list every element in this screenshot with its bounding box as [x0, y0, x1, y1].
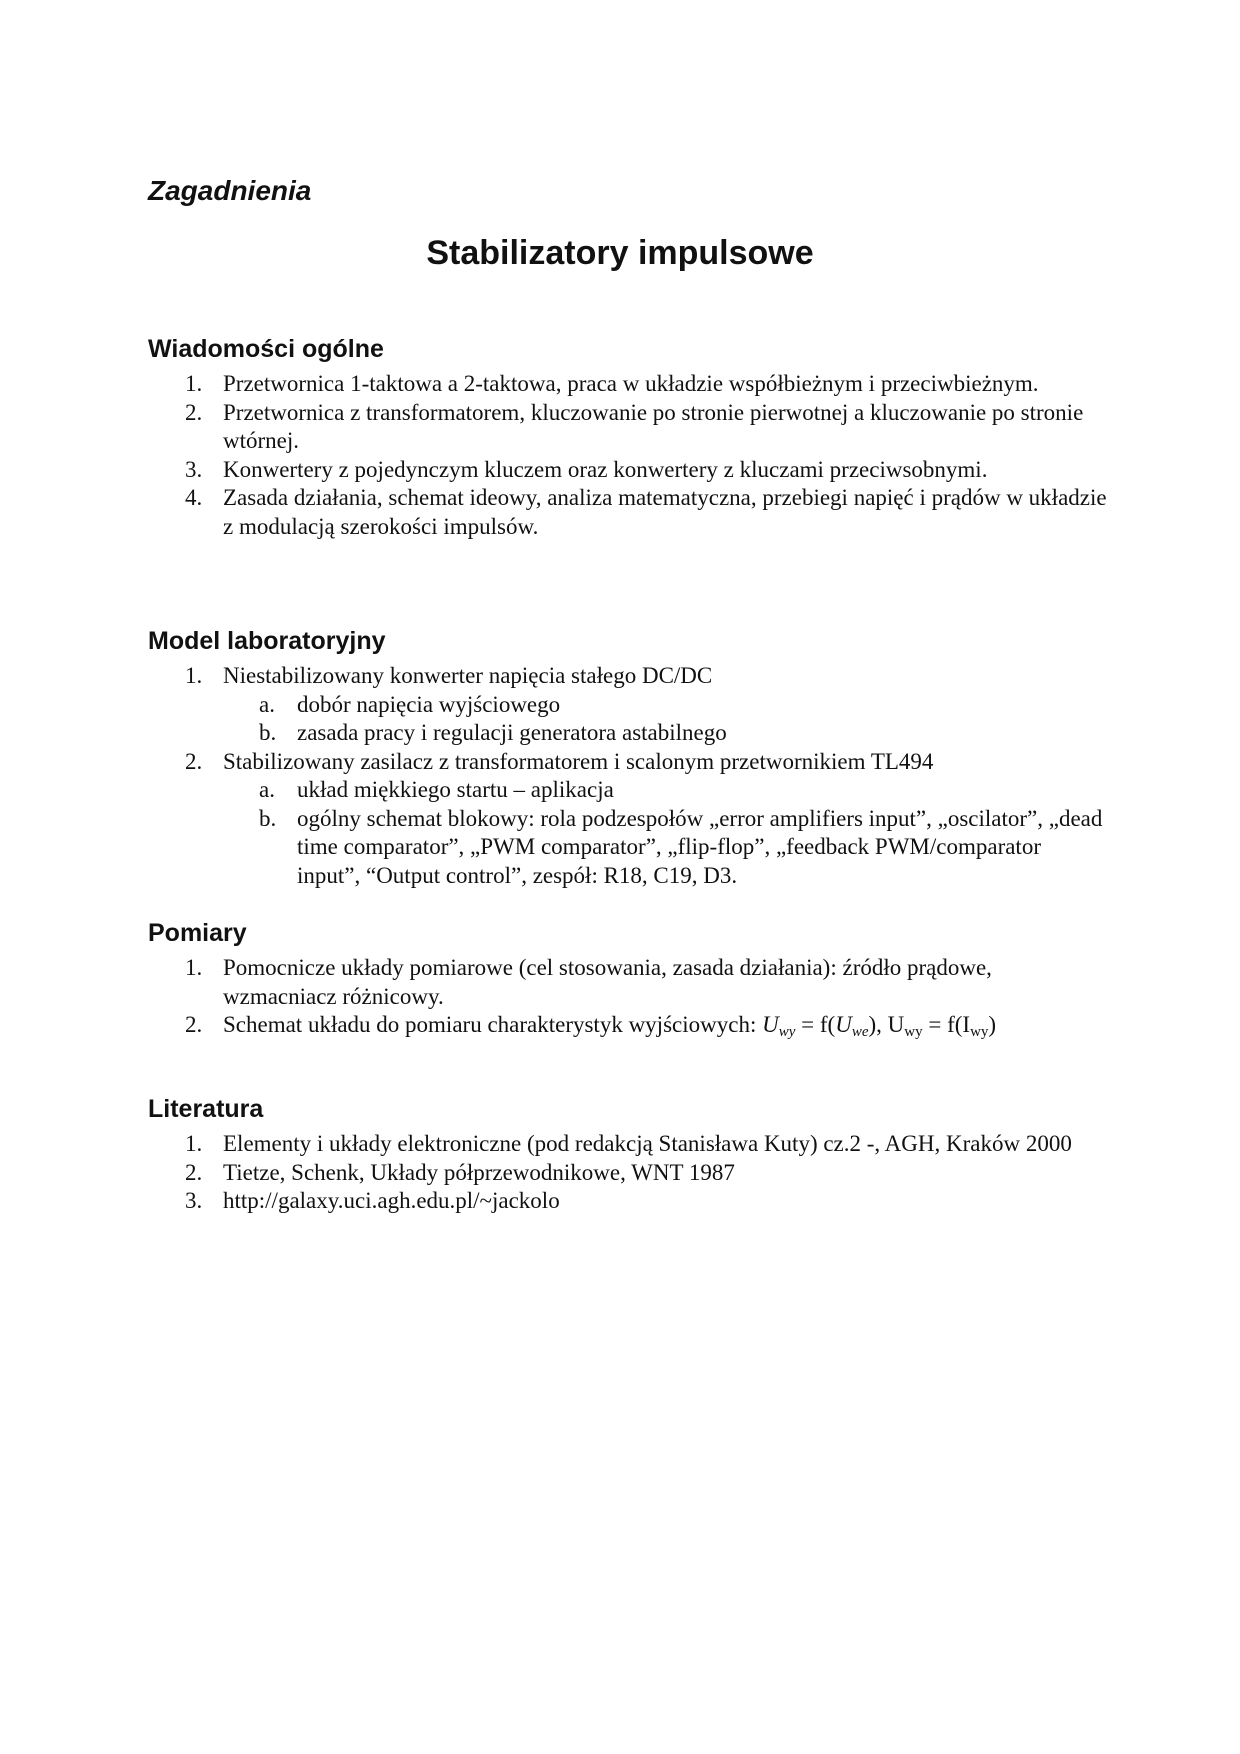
sub-list [223, 776, 1108, 890]
list-item-text: Tietze, Schenk, Układy półprzewodnikowe, WNT 1987 [223, 1159, 735, 1185]
measurements-list [148, 954, 1108, 1040]
list-item-text: Elementy i układy elektroniczne (pod redakcją Stanisława Kuty) cz.2 -, AGH, Kraków 2000 [223, 1131, 1072, 1156]
sub-list-item-text: zasada pracy i regulacji generatora astabilnego [297, 720, 727, 745]
list-item: 1. Niestabilizowany konwerter napięcia stałego DC/DC a. dobór napięcia wyjściowego b. zasada pracy i regulacji generatora astabilnego [148, 662, 1108, 748]
list-item: 2. Przetwornica z transformatorem, kluczowanie po stronie pierwotnej a kluczowanie po stronie wtórnej. [185, 399, 1084, 453]
general-list [148, 370, 1108, 541]
sub-list [223, 691, 1108, 748]
section-heading-measurements: Pomiary [148, 919, 247, 947]
list-item-text: Stabilizowany zasilacz z transformatorem i scalonym przetwornikiem TL494 [223, 748, 934, 774]
list-item: 1. Elementy i układy elektroniczne (pod redakcją Stanisława Kuty) cz.2 -, AGH, Kraków 2000 [185, 1131, 1072, 1156]
sub-list-item: b. ogólny schemat blokowy: rola podzespołów „error amplifiers input”, „oscilator”, „dead time comparator”, „PWM comparator”, „flip-flop”, „feedback PWM/comparator input”, “Output control”, zespół: R18, C19, D3. [259, 805, 1103, 888]
page-title: Stabilizatory impulsowe [426, 234, 814, 272]
list-item: 1. Przetwornica 1-taktowa a 2-taktowa, praca w układzie współbieżnym i przeciwbieżnym. [185, 371, 1039, 396]
output-characteristic-formula: $U_{wy} = f(U_{we})$, $U_{wy} = f(I_{wy})$ [762, 1012, 997, 1040]
overtitle: Zagadnienia [148, 175, 312, 206]
section-model [148, 626, 1108, 890]
list-item-text: Zasada działania, schemat ideowy, analiza matematyczna, przebiegi napięć i prądów w układzie z modulacją szerokości impulsów. [223, 485, 1107, 539]
sub-list-item: a. układ miękkiego startu – aplikacja [259, 777, 614, 802]
list-item: 1. Pomocnicze układy pomiarowe (cel stosowania, zasada działania): źródło prądowe, wzmacniacz różnicowy. [185, 955, 992, 1009]
section-heading-literature: Literatura [148, 1095, 264, 1123]
sub-list-item-text: dobór napięcia wyjściowego [297, 691, 561, 717]
literature-url: http://galaxy.uci.agh.edu.pl/~jackolo [223, 1188, 560, 1213]
list-item-text: Przetwornica 1-taktowa a 2-taktowa, praca w układzie współbieżnym i przeciwbieżnym. [223, 371, 1039, 396]
model-list [148, 662, 1108, 890]
section-heading-general: Wiadomości ogólne [148, 335, 384, 363]
section-heading-model: Model laboratoryjny [148, 627, 386, 655]
section-literature [148, 1094, 1108, 1216]
list-item: 3. http://galaxy.uci.agh.edu.pl/~jackolo [185, 1188, 560, 1213]
list-item: 3. Konwertery z pojedynczym kluczem oraz konwertery z kluczami przeciwsobnymi. [185, 456, 988, 482]
list-item: 4. Zasada działania, schemat ideowy, analiza matematyczna, przebiegi napięć i prądów w układzie z modulacją szerokości impulsów. [185, 485, 1107, 539]
list-item: 2. Tietze, Schenk, Układy półprzewodnikowe, WNT 1987 [185, 1159, 735, 1185]
list-item-text: Pomocnicze układy pomiarowe (cel stosowania, zasada działania): źródło prądowe, wzmacniacz różnicowy. [223, 955, 992, 1009]
list-item-text: Niestabilizowany konwerter napięcia stałego DC/DC [223, 663, 713, 688]
section-general [148, 334, 1108, 541]
list-item-text: Konwertery z pojedynczym kluczem oraz konwertery z kluczami przeciwsobnymi. [223, 456, 988, 482]
literature-list [148, 1130, 1108, 1216]
sub-list-item: b. zasada pracy i regulacji generatora astabilnego [259, 720, 727, 745]
list-item-text: Schemat układu do pomiaru charakterystyk wyjściowych: [223, 1012, 763, 1037]
sub-list-item-text: układ miękkiego startu – aplikacja [297, 777, 614, 802]
sub-list-item-text: ogólny schemat blokowy: rola podzespołów „error amplifiers input”, „oscilator”, „dead time comparator”, „PWM comparator”, „flip-flop”, „feedback PWM/comparator input”, “Output control”, zespół: R18, C19, D3. [297, 805, 1103, 888]
sub-list-item: a. dobór napięcia wyjściowego [259, 691, 561, 717]
list-item: 2. Stabilizowany zasilacz z transformatorem i scalonym przetwornikiem TL494 a. układ miękkiego startu – aplikacja b. ogólny schemat blokowy: rola podzespołów „error amplifiers input”, „oscilator”, „dead time comparator”, „PWM comparator”, „flip-flop”, „feedback PWM/comparator input”, “Output control”, zespół: R18, C19, D3. [148, 748, 1108, 891]
list-item: 2. Schemat układu do pomiaru charakterystyk wyjściowych: $U_{wy} = f(U_{we})$, $U_{wy} = f(I_{wy})$ [185, 1012, 997, 1040]
list-item-text: Przetwornica z transformatorem, kluczowanie po stronie pierwotnej a kluczowanie po stronie wtórnej. [223, 399, 1084, 453]
section-measurements [148, 918, 1108, 1040]
